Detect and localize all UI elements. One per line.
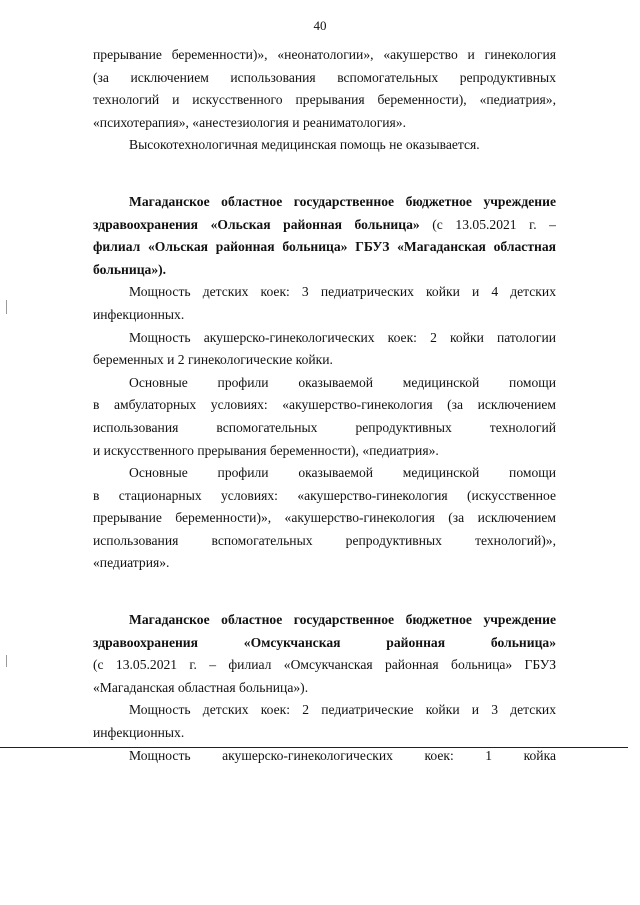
text-line: инфекционных. <box>93 725 185 741</box>
heading-line: (с 13.05.2021 г. – филиал «Омсукчанская районная больница» ГБУЗ <box>93 657 556 673</box>
text-line: использования вспомогательных репродуктивных технологий <box>93 419 556 435</box>
text-line: Мощность акушерско-гинекологических коек: 1 койка <box>129 747 556 763</box>
text-line: (за исключением использования вспомогательных репродуктивных <box>93 69 556 85</box>
ola-child-beds-paragraph <box>93 281 556 326</box>
text-line: «педиатрия». <box>93 555 170 571</box>
text-line: Мощность акушерско-гинекологических коек: 2 койки патологии <box>129 329 556 345</box>
text-line: прерывание беременности)», «неонатологии», «акушерство и гинекология <box>93 47 556 62</box>
text-line: в стационарных условиях: «акушерство-гинекология (искусственное <box>93 487 556 503</box>
ola-obstetric-beds-paragraph <box>93 327 556 372</box>
text-line: «психотерапия», «анестезиология и реаниматология». <box>93 114 406 130</box>
heading-line: здравоохранения «Омсукчанская районная больница» <box>93 634 556 650</box>
omsukchan-hospital-heading <box>93 609 556 699</box>
text-line: прерывание беременности)», «акушерство-гинекология (за исключением <box>93 510 556 526</box>
heading-line: больница»). <box>93 261 167 277</box>
profiles-continuation-paragraph <box>93 44 556 134</box>
heading-line: филиал «Ольская районная больница» ГБУЗ «Магаданская областная <box>93 239 556 255</box>
heading-line: Магаданское областное государственное бюджетное учреждение <box>129 193 556 209</box>
footer-divider <box>0 747 628 748</box>
scan-artifact <box>6 300 7 314</box>
text-line: Основные профили оказываемой медицинской помощи <box>129 374 556 390</box>
omsukchan-child-beds-paragraph <box>93 699 556 744</box>
text-line: и искусственного прерывания беременности), «педиатрия». <box>93 442 439 458</box>
text-line: использования вспомогательных репродуктивных технологий)», <box>93 532 556 548</box>
ola-inpatient-profiles-paragraph <box>93 462 556 575</box>
heading-line: Магаданское областное государственное бюджетное учреждение <box>129 612 556 628</box>
ola-ambulatory-profiles-paragraph <box>93 372 556 462</box>
text-line: Мощность детских коек: 3 педиатрических койки и 4 детских <box>129 284 556 300</box>
text-line: Основные профили оказываемой медицинской помощи <box>129 465 556 481</box>
omsukchan-obstetric-beds-paragraph <box>93 745 556 768</box>
heading-line: «Магаданская областная больница»). <box>93 679 309 695</box>
scan-artifact <box>6 655 7 667</box>
text-line: Мощность детских коек: 2 педиатрические койки и 3 детских <box>129 702 556 718</box>
text-line: в амбулаторных условиях: «акушерство-гинекология (за исключением <box>93 397 556 413</box>
page-number: 40 <box>313 18 327 33</box>
heading-date-part: (с 13.05.2021 г. – <box>419 216 556 232</box>
text-line: Высокотехнологичная медицинская помощь не оказывается. <box>129 137 480 153</box>
ola-hospital-heading <box>93 191 556 281</box>
text-line: технологий и искусственного прерывания беременности), «педиатрия», <box>93 92 556 108</box>
document-body <box>93 44 556 767</box>
text-line: беременных и 2 гинекологические койки. <box>93 352 333 368</box>
heading-bold-part: здравоохранения «Ольская районная больница» <box>93 216 420 232</box>
text-line: инфекционных. <box>93 306 185 322</box>
heading-line <box>93 214 556 237</box>
high-tech-care-paragraph <box>93 134 556 157</box>
